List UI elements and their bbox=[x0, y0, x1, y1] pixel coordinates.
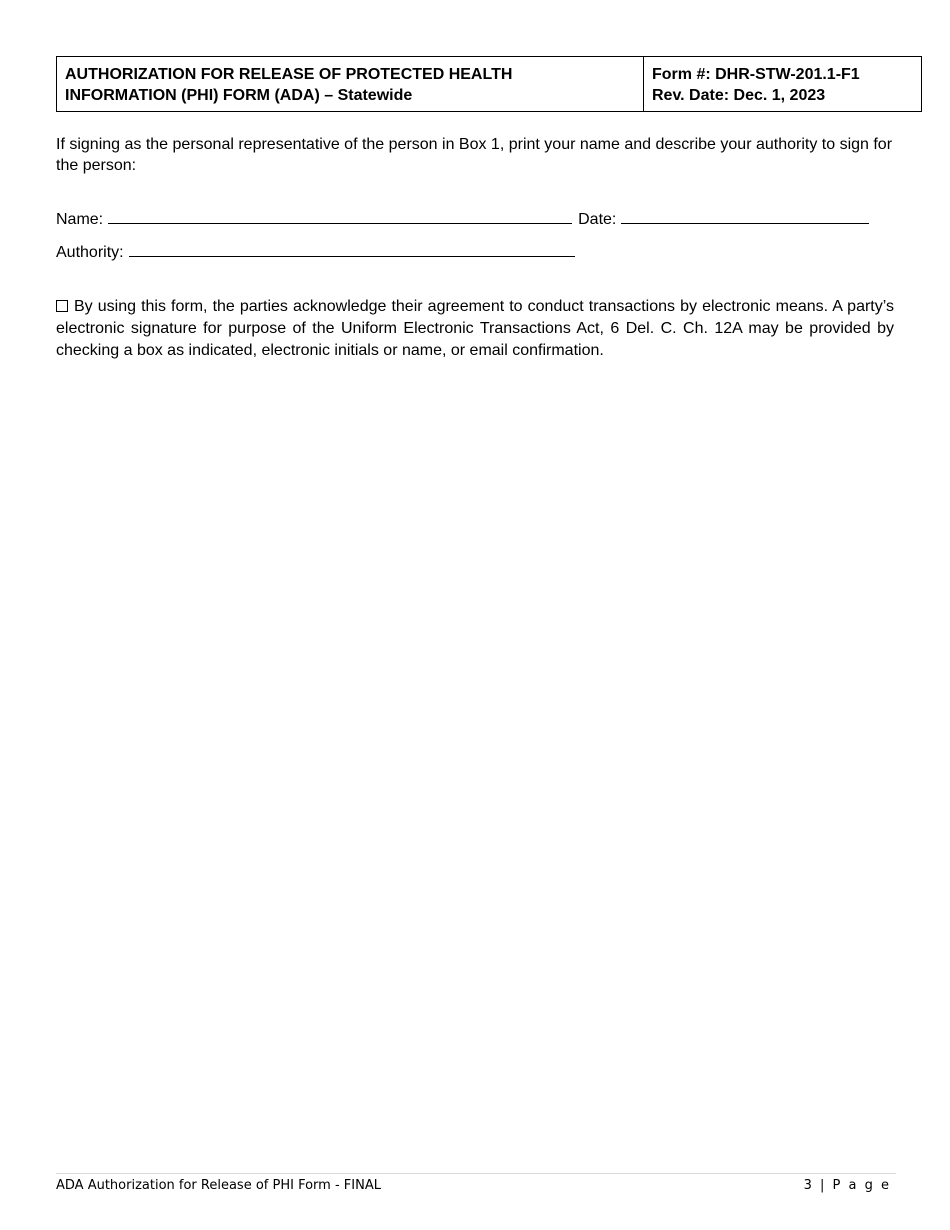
electronic-consent bbox=[56, 296, 894, 362]
name-label: Name: bbox=[56, 211, 104, 228]
authority-row bbox=[56, 241, 575, 263]
date-field[interactable] bbox=[621, 208, 869, 224]
rev-date: Rev. Date: Dec. 1, 2023 bbox=[652, 87, 826, 104]
date-label: Date: bbox=[578, 211, 617, 228]
authority-label: Authority: bbox=[56, 244, 124, 261]
name-date-row bbox=[56, 208, 869, 230]
electronic-consent-checkbox[interactable] bbox=[56, 300, 68, 312]
form-id-cell bbox=[644, 57, 921, 111]
form-title-line-1: AUTHORIZATION FOR RELEASE OF PROTECTED HEALTH bbox=[65, 66, 513, 83]
footer-document-title: ADA Authorization for Release of PHI Form - FINAL bbox=[56, 1178, 381, 1193]
page-number: 3 | P a g e bbox=[803, 1178, 891, 1193]
footer-divider bbox=[56, 1173, 896, 1174]
name-field[interactable] bbox=[108, 208, 572, 224]
form-number: Form #: DHR-STW-201.1-F1 bbox=[652, 66, 860, 83]
form-title-line-2: INFORMATION (PHI) FORM (ADA) – Statewide bbox=[65, 87, 413, 104]
representative-instructions: If signing as the personal representative of the person in Box 1, print your name and describe your authority to sign for the person: bbox=[56, 136, 893, 174]
form-title-cell bbox=[57, 57, 644, 111]
electronic-consent-text: By using this form, the parties acknowledge their agreement to conduct transactions by electronic means. A party’s electronic signature for purpose of the Uniform Electronic Transactions Act, 6 Del. C. Ch. 12A may be provided by checking a box as indicated, electronic initials or name, or email confirmation. bbox=[56, 298, 894, 359]
authority-field[interactable] bbox=[129, 241, 575, 257]
form-header bbox=[56, 56, 922, 112]
